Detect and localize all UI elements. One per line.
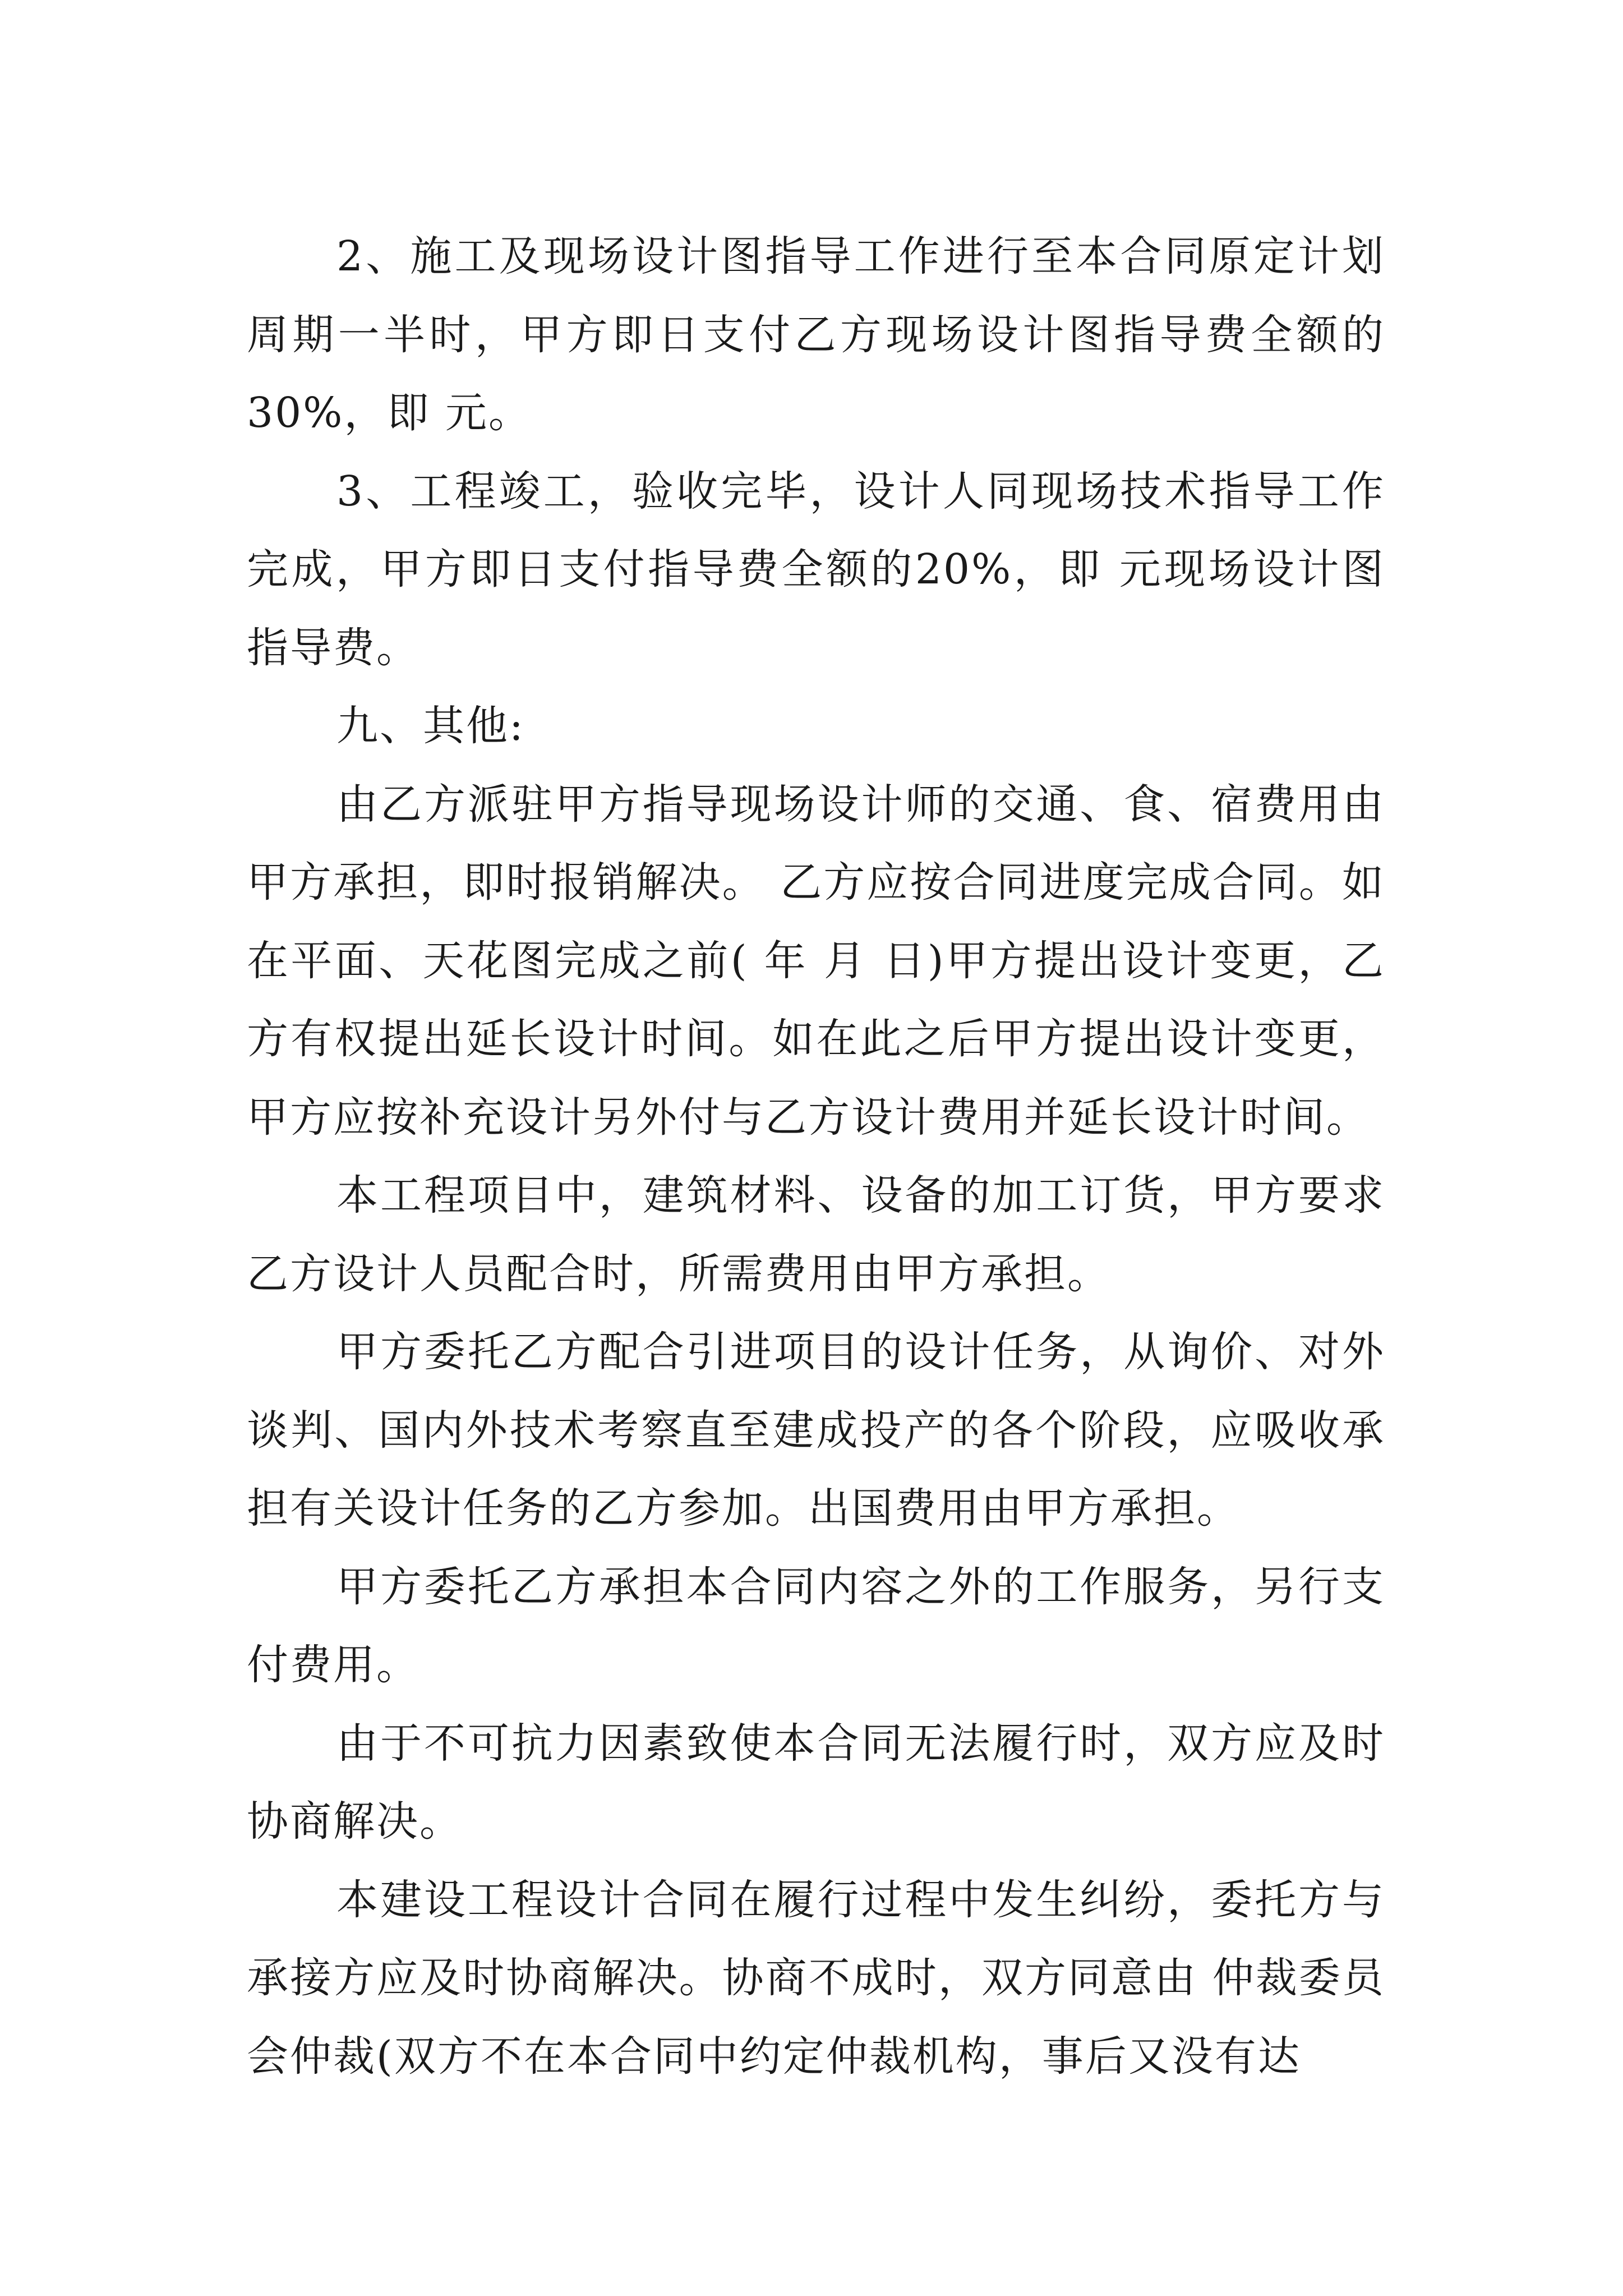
paragraph-travel-expenses: 由乙方派驻甲方指导现场设计师的交通、食、宿费用由甲方承担，即时报销解决。 乙方应按合同进度完成合同。如在平面、天花图完成之前( 年 月 日)甲方提出设计变更，乙方有权提出延长设计时间。如在此之后甲方提出设计变更，甲方应按补充设计另外付与乙方设计费用并延长设计时间。 (247, 780, 1385, 1142)
paragraph-payment-2: 2、施工及现场设计图指导工作进行至本合同原定计划周期一半时，甲方即日支付乙方现场设计图指导费全额的30%，即 元。 (247, 232, 1385, 437)
section-heading-other: 九、其他: (336, 702, 525, 750)
paragraph-payment-3: 3、工程竣工，验收完毕，设计人同现场技术指导工作完成，甲方即日支付指导费全额的20%，即 元现场设计图指导费。 (247, 467, 1385, 672)
paragraph-materials: 本工程项目中，建筑材料、设备的加工订货，甲方要求乙方设计人员配合时，所需费用由甲方承担。 (247, 1171, 1385, 1298)
paragraph-extra-services: 甲方委托乙方承担本合同内容之外的工作服务，另行支付费用。 (247, 1562, 1385, 1689)
paragraph-import-projects: 甲方委托乙方配合引进项目的设计任务，从询价、对外谈判、国内外技术考察直至建成投产的各个阶段，应吸收承担有关设计任务的乙方参加。出国费用由甲方承担。 (247, 1328, 1385, 1533)
document-body (247, 218, 1385, 2096)
paragraph-force-majeure: 由于不可抗力因素致使本合同无法履行时，双方应及时协商解决。 (247, 1719, 1385, 1846)
paragraph-disputes: 本建设工程设计合同在履行过程中发生纠纷，委托方与承接方应及时协商解决。协商不成时，双方同意由 仲裁委员会仲裁(双方不在本合同中约定仲裁机构，事后又没有达 (247, 1875, 1385, 2081)
